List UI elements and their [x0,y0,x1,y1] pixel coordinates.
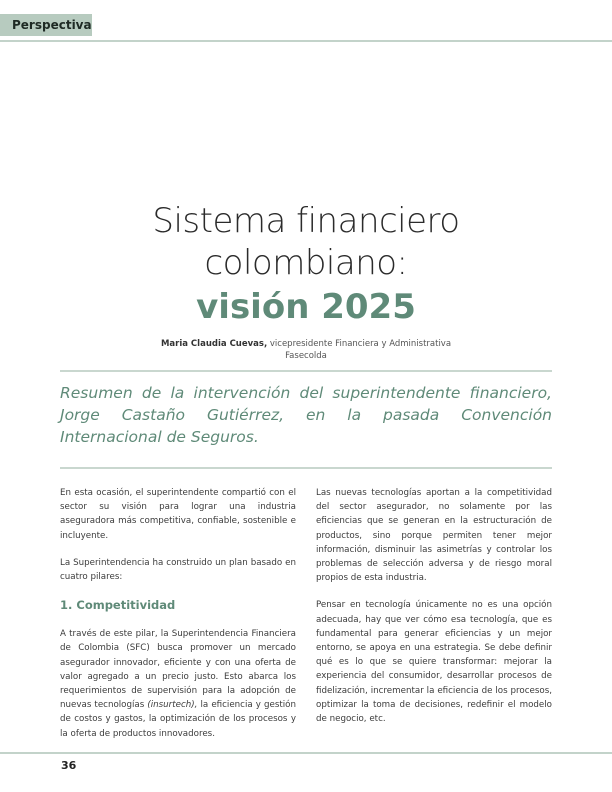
paragraph: En esta ocasión, el superintendente compartió con el sector su visión para lograr una industria aseguradora más competitiva, confiable, sostenible e incluyente. [60,488,296,541]
body-column-left [60,486,296,754]
paragraph: La Superintendencia ha construido un plan basado en cuatro pilares: [60,557,296,583]
section-heading: 1. Competitividad [60,598,176,613]
paragraph: Las nuevas tecnologías aportan a la competitividad del sector asegurador, no solamente por las eficiencias que se generan en la estructuración de productos, sino porque permiten tener mejor información, disminuir las asimetrías y controlar los problemas de selección adversa y de riesgo moral propios de esta industria. [316,488,552,584]
paragraph: Pensar en tecnología únicamente no es una opción adecuada, hay que ver cómo esa tecnología, que es fundamental para generar eficiencias y un mejor entorno, se apoya en una estrategia. Se debe definir qué es lo que se quiere transformar: mejorar la experiencia del consumidor, desarrollar procesos de fidelización, incrementar la eficiencia de los procesos, optimizar la toma de decisiones, redefinir el modelo de negocio, etc. [316,600,552,725]
author-role: vicepresidente Financiera y Administrativa [267,339,452,349]
summary-top-divider [60,370,552,372]
paragraph-text: la eficiencia y gestión de costos y gastos, la optimización de los procesos y la oferta de productos innovadores. [60,700,296,739]
author-name: Maria Claudia Cuevas, [160,339,268,349]
footer-divider [0,752,612,754]
summary-lede: Resumen de la intervención del superintendente financiero, Jorge Castaño Gutiérrez, en la pasada Convención Internacional de Seguros. [60,384,552,446]
article-title [0,200,612,328]
title-highlight: visión 2025 [196,287,416,327]
author-organization: Fasecolda [285,351,327,361]
emphasis-text: (insurtech), [147,700,198,711]
header-divider [0,40,612,42]
paragraph-text: A través de este pilar, la Superintendencia Financiera de Colombia (SFC) busca promover un mercado asegurador innovador, eficiente y con una oferta de valor agregado a un precio justo. Esto abarca los requerimientos de supervisión para la adopción de nuevas tecnologías [60,629,296,711]
summary-bottom-divider [60,467,552,469]
title-line-2: colombiano: [204,243,408,283]
page-number: 36 [61,759,77,772]
section-label: Perspectiva [0,14,92,36]
title-line-1: Sistema financiero [152,201,460,241]
paragraph [60,627,296,741]
body-column-right [316,486,552,739]
byline [140,338,472,362]
